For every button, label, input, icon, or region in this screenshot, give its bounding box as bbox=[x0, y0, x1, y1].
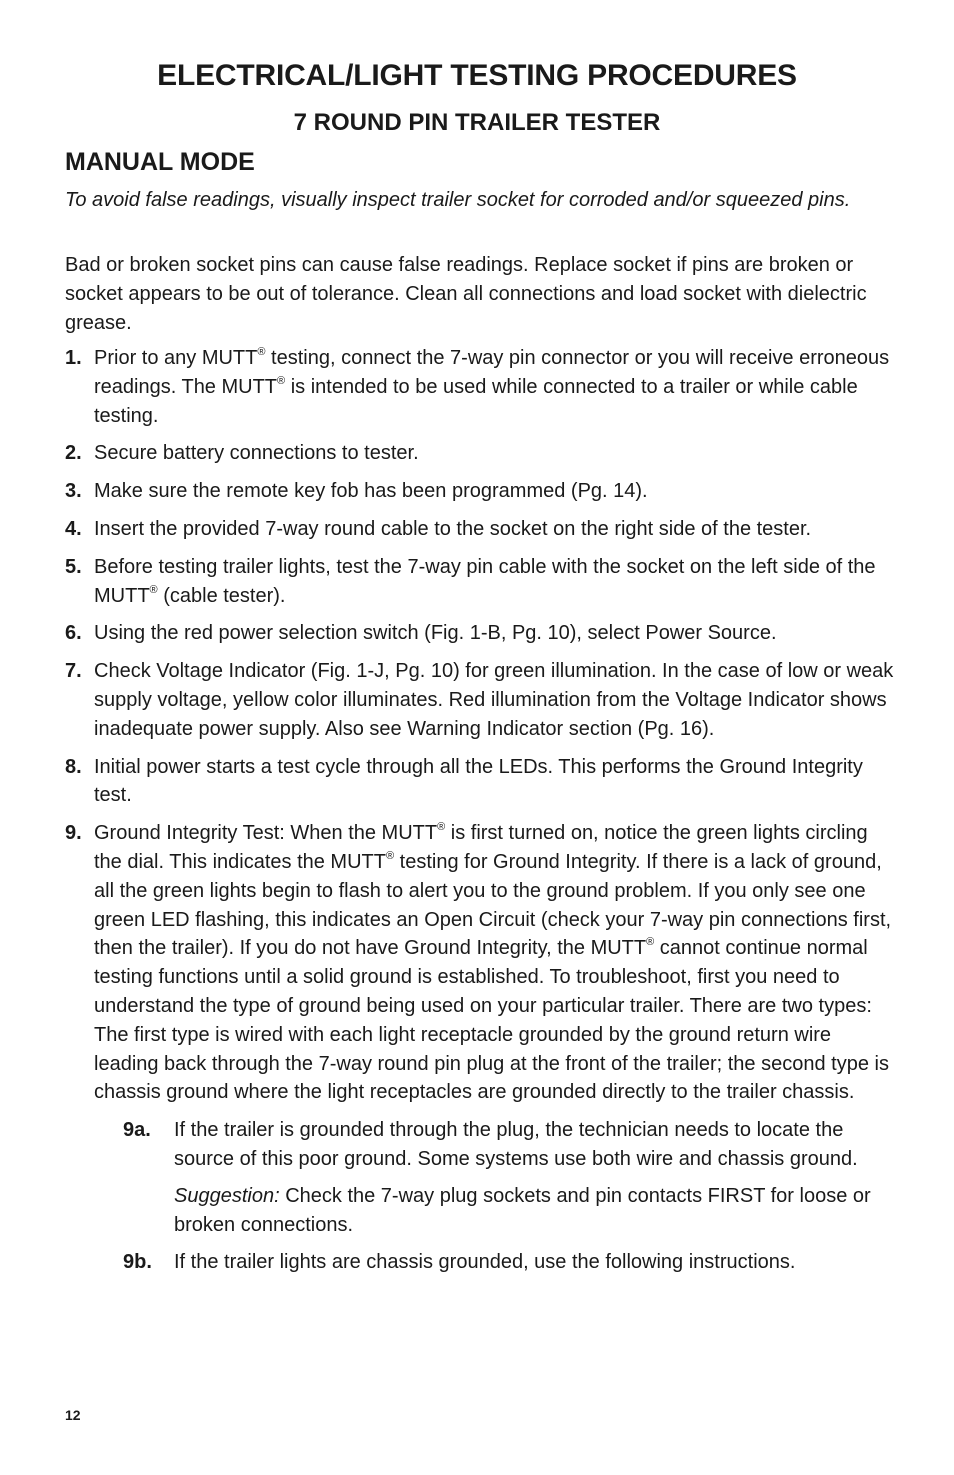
registered-mark: ® bbox=[646, 936, 655, 949]
substep-number: 9a. bbox=[123, 1119, 151, 1142]
step-9 bbox=[65, 819, 895, 1277]
step-text: Check Voltage Indicator (Fig. 1-J, Pg. 10) for green illumination. In the case of low or weak supply voltage, yellow color illuminates. Red illumination from the Voltage Indicator shows inadequate power supply. Also see Warning Indicator section (Pg. 16). bbox=[94, 660, 894, 740]
registered-mark: ® bbox=[257, 346, 266, 358]
step-text: Secure battery connections to tester. bbox=[94, 442, 419, 465]
step-text: testing, connect the 7-way pin connector or you will receive erroneous readings. The MUTT bbox=[94, 347, 890, 398]
step-3 bbox=[65, 477, 895, 506]
step-8 bbox=[65, 753, 895, 811]
registered-mark: ® bbox=[149, 583, 158, 596]
step-number: 6. bbox=[65, 622, 82, 645]
caution-note: To avoid false readings, visually inspect trailer socket for corroded and/or squeezed pins. bbox=[65, 189, 851, 211]
section-heading: MANUAL MODE bbox=[65, 148, 255, 176]
step-text: (cable tester). bbox=[157, 584, 286, 607]
page-number: 12 bbox=[65, 1407, 81, 1423]
suggestion-label: Suggestion: bbox=[174, 1184, 280, 1207]
step-6 bbox=[65, 619, 895, 648]
suggestion-note bbox=[174, 1182, 895, 1240]
suggestion-text: Check the 7-way plug sockets and pin contacts FIRST for loose or broken connections. bbox=[174, 1184, 871, 1236]
step-text: is intended to be used while connected to a trailer or while cable testing. bbox=[94, 375, 858, 427]
step-text: Ground Integrity Test: When the MUTT bbox=[94, 822, 438, 845]
registered-mark: ® bbox=[277, 374, 286, 387]
step-number: 5. bbox=[65, 555, 82, 578]
step-text: Using the red power selection switch (Fig. 1-B, Pg. 10), select Power Source. bbox=[94, 622, 777, 645]
substep-text: If the trailer is grounded through the plug, the technician needs to locate the source of this poor ground. Some systems use both wire and chassis ground. bbox=[174, 1119, 858, 1170]
step-text: is first turned on, notice the green lights circling the dial. This indicates the MUTT bbox=[94, 822, 868, 873]
registered-mark: ® bbox=[437, 821, 446, 834]
step-number: 7. bbox=[65, 660, 82, 683]
page-title: ELECTRICAL/LIGHT TESTING PROCEDURES bbox=[157, 59, 797, 92]
step-text: testing for Ground Integrity. If there is a lack of ground, all the green lights begin to flash to alert you to the ground problem. If you only see one green LED flashing, this indicates an Open Circuit (check your 7-way pin connections first, then the trailer). If you do not have Ground Integrity, the MUTT bbox=[94, 850, 892, 960]
step-text: Initial power starts a test cycle through all the LEDs. This performs the Ground Integrity test. bbox=[94, 755, 863, 807]
intro-paragraph: Bad or broken socket pins can cause false readings. Replace socket if pins are broken or socket appears to be out of tolerance. Clean all connections and load socket with dielectric grease. bbox=[65, 254, 867, 334]
procedure-steps bbox=[65, 344, 895, 1286]
step-number: 3. bbox=[65, 480, 82, 503]
step-4 bbox=[65, 515, 895, 544]
step-text: Make sure the remote key fob has been programmed (Pg. 14). bbox=[94, 480, 648, 503]
step-text: Prior to any MUTT bbox=[94, 347, 258, 369]
registered-mark: ® bbox=[385, 849, 395, 862]
step-9b bbox=[94, 1248, 895, 1277]
step-number: 4. bbox=[65, 517, 82, 540]
step-text: Insert the provided 7-way round cable to the socket on the right side of the tester. bbox=[94, 517, 812, 540]
step-7 bbox=[65, 657, 895, 743]
step-number: 1. bbox=[65, 347, 82, 369]
page-subtitle: 7 ROUND PIN TRAILER TESTER bbox=[293, 109, 661, 136]
step-2 bbox=[65, 439, 895, 468]
substep-number: 9b. bbox=[123, 1251, 152, 1274]
step-number: 2. bbox=[65, 442, 82, 465]
step-text: cannot continue normal testing functions until a solid ground is established. To troubleshoot, first you need to understand the type of ground being used on your particular trailer. There are two types: The first type is wired with each light receptacle grounded by the ground return wire leading back through the 7-way round pin plug at the front of the trailer; the second type is chassis ground where the light receptacles are grounded directly to the trailer chassis. bbox=[94, 937, 889, 1104]
step-1 bbox=[65, 344, 895, 430]
substep-text: If the trailer lights are chassis grounded, use the following instructions. bbox=[174, 1251, 796, 1274]
step-number: 9. bbox=[65, 822, 82, 845]
step-number: 8. bbox=[65, 755, 82, 778]
step-9a bbox=[94, 1116, 895, 1239]
step-5 bbox=[65, 553, 895, 611]
step-text: Before testing trailer lights, test the 7-way pin cable with the socket on the left side of the MUTT bbox=[94, 555, 876, 607]
